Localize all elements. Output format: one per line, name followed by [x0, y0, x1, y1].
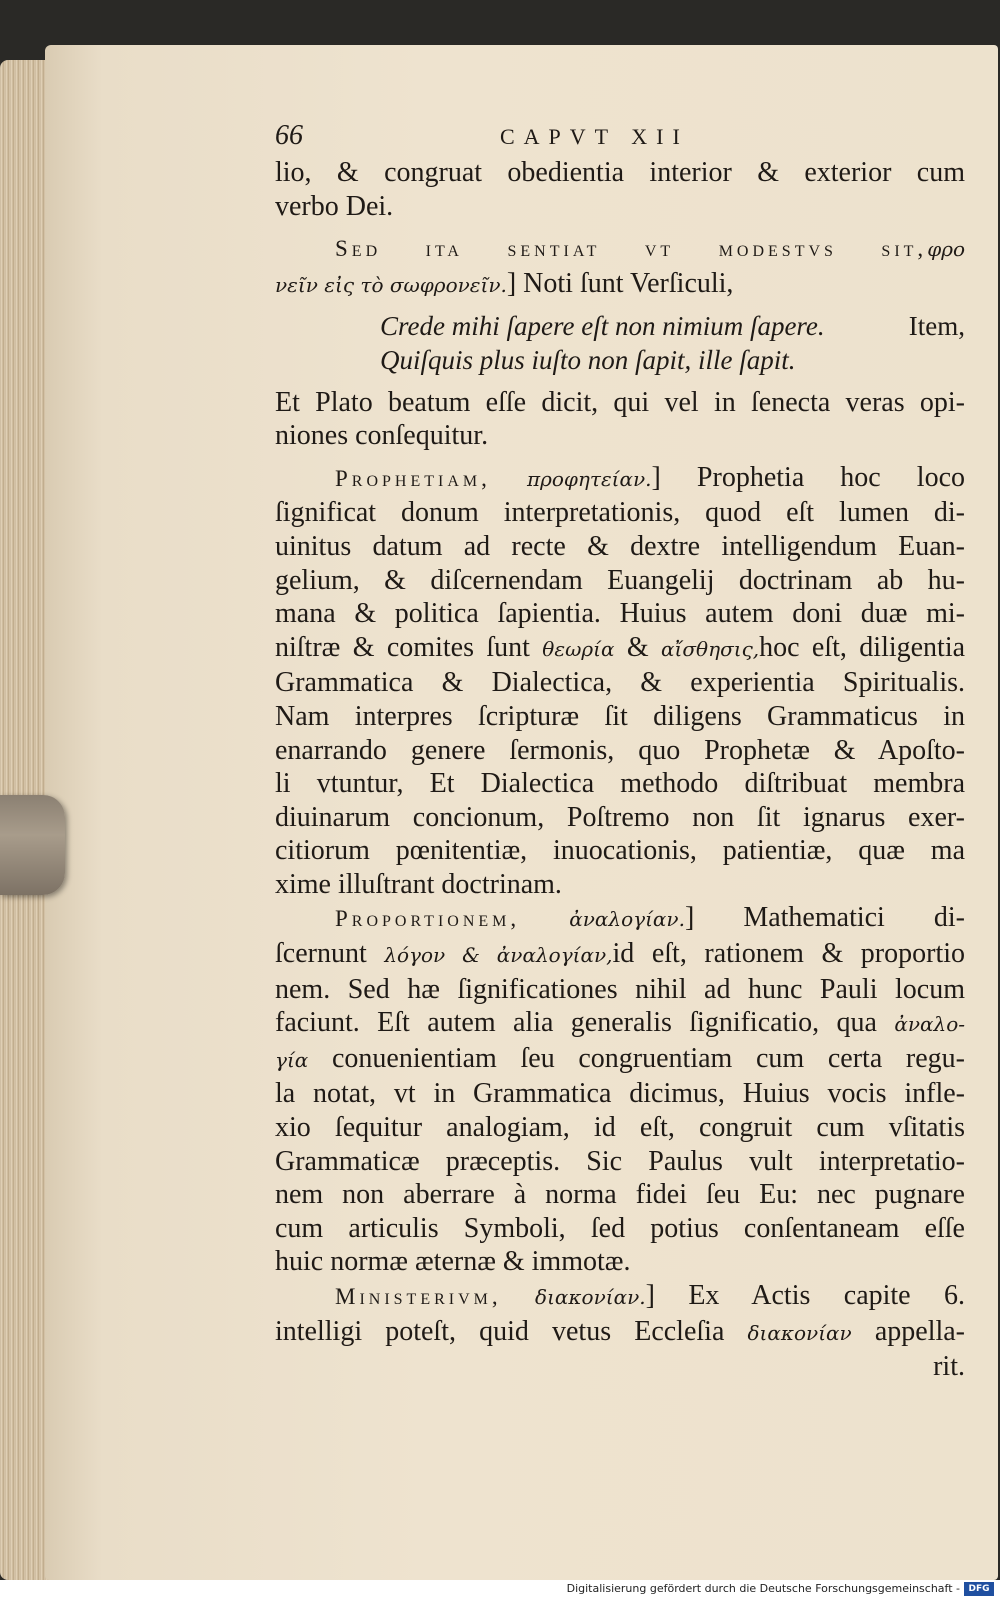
- text-line: [275, 937, 965, 973]
- text-line: la notat, vt in Grammatica dicimus, Huius vocis infle-: [275, 1078, 965, 1110]
- verse-line: [275, 310, 965, 344]
- text-span: intelligi poteſt, quid vetus Eccleſia: [275, 1315, 725, 1347]
- text-line: Nam interpres ſcripturæ ſit diligens Grammaticus in: [275, 700, 965, 732]
- lemma: Sed ita sentiat vt modestvs sit,: [335, 236, 928, 262]
- lemma: Ministerivm,: [335, 1284, 502, 1309]
- text-span: conuenientiam ſeu congruentiam cum certa regu-: [331, 1042, 965, 1074]
- text-line: verbo Dei.: [275, 190, 394, 222]
- text-span: ſcernunt: [275, 938, 367, 970]
- text-line: [275, 1042, 965, 1078]
- text-line: gelium, & diſcernendam Euangelij doctrinam ab hu-: [275, 564, 965, 596]
- text-line: [275, 1006, 965, 1042]
- greek-text: προφητείαν.: [526, 466, 652, 491]
- text-line: enarrando genere ſermonis, quo Prophetæ & Apoſto-: [275, 734, 965, 766]
- greek-text: νεῖν εἰς τὸ σωφρονεῖν.: [275, 272, 507, 297]
- text-line: niones conſequitur.: [275, 420, 489, 452]
- text-line: [275, 231, 965, 267]
- text-line: [275, 901, 965, 937]
- text-line: nem. Sed hæ ſignificationes nihil ad hunc Pauli locum: [275, 973, 965, 1005]
- text-line: xio ſequitur analogiam, id eſt, congruit cum vſitatis: [275, 1112, 965, 1144]
- greek-text: ἀναλογίαν.: [569, 907, 685, 932]
- greek-text: διακονίαν: [747, 1320, 852, 1345]
- greek-text: φρο: [927, 237, 965, 262]
- greek-text: γία: [275, 1047, 309, 1072]
- text-line: lio, & congruat obedientia interior & exterior cum: [275, 157, 965, 188]
- text-span: ] Prophetia hoc loco: [651, 461, 965, 493]
- text-line: [275, 1279, 965, 1315]
- footer-credit: Digitalisierung gefördert durch die Deutsche Forschungsgemeinschaft -: [566, 1582, 960, 1595]
- page-text: [275, 120, 965, 1384]
- greek-text: ἀναλο-: [894, 1012, 966, 1037]
- text-span: niſtræ & comites ſunt: [275, 631, 530, 663]
- verse-line: [275, 344, 965, 378]
- text-line: [275, 267, 965, 303]
- text-line: [275, 461, 965, 497]
- verse-quote: [275, 310, 965, 377]
- text-line: nem non aberrare à norma fidei ſeu Eu: nec pugnare: [275, 1179, 965, 1211]
- greek-text: λόγον & ἀναλογίαν,: [384, 943, 613, 968]
- text-line: mana & politica ſapientia. Huius autem doni duæ mi-: [275, 598, 965, 630]
- text-line: cum articulis Symboli, ſed potius conſentaneam eſſe: [275, 1212, 965, 1244]
- paragraph-sed-ita: [275, 231, 965, 302]
- greek-text: αἴσθησις,: [661, 636, 760, 661]
- dfg-logo: DFG: [964, 1582, 994, 1596]
- verse-text: Quiſquis plus iuſto non ſapit, ille ſapit.: [380, 344, 796, 375]
- text-line: rit.: [933, 1351, 965, 1383]
- text-span: ] Noti ſunt Verſiculi,: [506, 267, 734, 299]
- text-line: huic normæ æternæ & immotæ.: [275, 1246, 631, 1278]
- greek-text: θεωρία: [542, 636, 615, 661]
- verse-text: Crede mihi ſapere eſt non nimium ſapere.: [380, 311, 825, 342]
- text-span: id eſt, rationem & proportio: [612, 938, 965, 970]
- text-line: Grammatica & Dialectica, & experientia Spiritualis.: [275, 667, 965, 699]
- text-line: uinitus datum ad recte & dextre intelligendum Euan-: [275, 530, 965, 562]
- page-number: 66: [275, 120, 303, 151]
- text-line: [275, 631, 965, 667]
- text-line: diuinarum concionum, Poſtremo non ſit ignarus exer-: [275, 801, 965, 833]
- text-line: ſignificat donum interpretationis, quod eſt lumen di-: [275, 497, 965, 529]
- text-span: faciunt. Eſt autem alia generalis ſignificatio, qua: [275, 1007, 877, 1039]
- paragraph-proportionem: [275, 901, 965, 1279]
- text-line: Grammaticæ præceptis. Sic Paulus vult interpretatio-: [275, 1145, 965, 1177]
- paragraph-prophetiam: [275, 461, 965, 902]
- lemma: Proportionem,: [335, 906, 521, 932]
- bookmark-tab: [0, 795, 65, 895]
- text-span: &: [626, 631, 649, 663]
- verse-item: Item,: [908, 311, 965, 342]
- text-span: hoc eſt, diligentia: [759, 631, 966, 663]
- text-line: Et Plato beatum eſſe dicit, qui vel in ſenecta veras opi-: [275, 386, 965, 418]
- paragraph-ministerium: [275, 1279, 965, 1384]
- running-head: [275, 120, 965, 156]
- text-span: ] Ex Actis capite 6.: [645, 1280, 965, 1311]
- text-span: appella-: [874, 1315, 966, 1347]
- text-line: li vtuntur, Et Dialectica methodo diſtribuat membra: [275, 768, 965, 800]
- text-line: citiorum pœnitentiæ, inuocationis, patientiæ, quæ ma: [275, 835, 965, 867]
- text-line: xime illuſtrant doctrinam.: [275, 868, 562, 900]
- greek-text: διακονίαν.: [535, 1285, 646, 1309]
- chapter-title: CAPVT XII: [500, 124, 689, 149]
- lemma: Prophetiam,: [335, 465, 491, 491]
- text-span: ] Mathematici di-: [684, 902, 966, 934]
- text-line: [275, 1315, 965, 1351]
